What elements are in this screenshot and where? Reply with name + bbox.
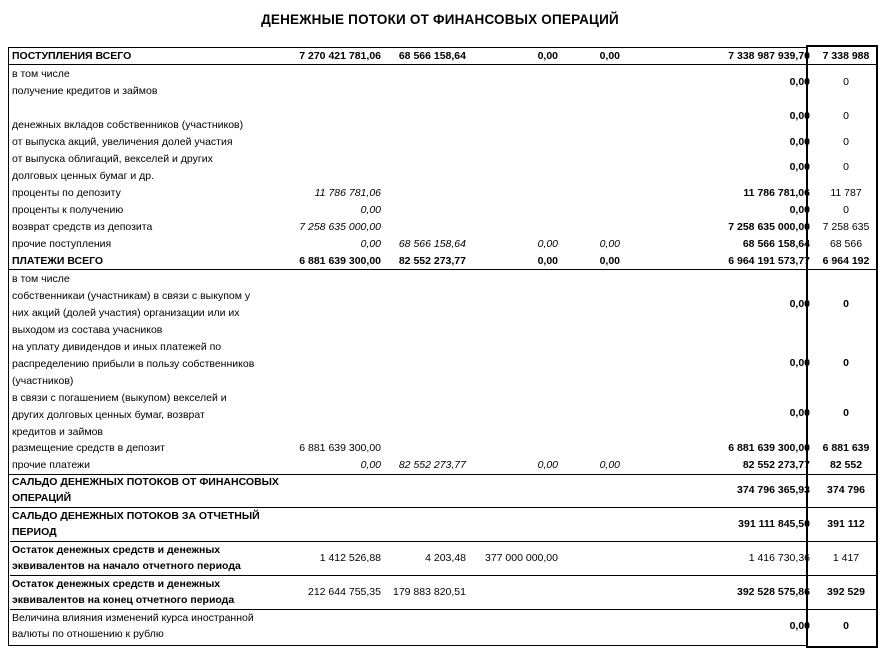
row-label: от выпуска облигаций, векселей и других [12,153,213,165]
cell-value: 0,00 [599,50,620,62]
cell-value: 82 552 [829,459,863,471]
cell-value: 0,00 [789,136,810,148]
cell-value: 7 258 635 [822,221,870,233]
row-label: ПЛАТЕЖИ ВСЕГО [12,255,104,267]
cell-value: 0,00 [360,459,381,471]
cell-value: 212 644 755,35 [308,586,381,598]
cell-value: 7 258 635 000,00 [299,221,381,233]
cell-value: 179 883 820,51 [393,586,466,598]
row-label: на уплату дивидендов и иных платежей по [12,341,222,353]
row-label-line2: валюты по отношению к рублю [12,628,164,640]
cell-value: 82 552 273,77 [742,459,810,471]
cell-value: 7 258 635 000,00 [728,221,810,233]
row-label-line2: получение кредитов и займов [12,85,158,97]
column-divider [8,47,9,644]
row-label: Остаток денежных средств и денежных [12,544,221,556]
cell-value: 0,00 [789,161,810,173]
cell-value: 11 786 781,06 [314,187,381,199]
cell-value: 6 881 639 300,00 [299,255,381,267]
cell-value: 0,00 [789,76,810,88]
cell-value: 0,00 [360,204,381,216]
cell-value: 6 964 192 [822,255,870,267]
cell-value: 0 [843,357,849,369]
cell-value: 0 [843,407,849,419]
row-label: прочие поступления [12,238,112,250]
cell-value: 374 796 365,93 [737,484,810,496]
table-frame [8,47,808,646]
cell-value: 11 786 781,06 [743,187,810,199]
row-label-line3: (участников) [12,375,74,387]
cell-value: 6 881 639 [822,442,870,454]
row-label-line2: ОПЕРАЦИЙ [12,492,72,504]
row-label-line2: эквивалентов на начало отчетного периода [12,560,241,572]
cell-value: 0 [843,110,849,122]
cell-value: 0,00 [599,459,620,471]
row-label: проценты к получению [12,204,124,216]
row-label: в связи с погашением (выкупом) векселей и [12,392,227,404]
cell-value: 0,00 [360,238,381,250]
cell-value: 1 412 526,88 [319,552,381,564]
cell-value: 392 529 [827,586,865,598]
cell-value: 1 417 [832,552,860,564]
cell-value: 391 111 845,50 [738,518,810,530]
cell-value: 1 416 730,36 [748,552,810,564]
cell-value: 377 000 000,00 [485,552,558,564]
cell-value: 391 112 [827,518,865,530]
cell-value: 0 [843,204,849,216]
highlight-column-frame [806,45,878,648]
cell-value: 0,00 [789,357,810,369]
row-label-line2: них акций (долей участия) организации или их [12,307,240,319]
cell-value: 82 552 273,77 [398,459,466,471]
cell-value: 0 [843,298,849,310]
cell-value: 68 566 158,64 [398,238,466,250]
cell-value: 0,00 [789,407,810,419]
cell-value: 0,00 [537,255,558,267]
row-label-line2: ПЕРИОД [12,526,57,538]
row-label: денежных вкладов собственников (участников) [12,119,244,131]
row-label: ПОСТУПЛЕНИЯ ВСЕГО [12,50,132,62]
row-label: прочие платежи [12,459,90,471]
row-divider [8,269,876,270]
cell-value: 7 270 421 781,06 [299,50,381,62]
row-label-line2: распределению прибыли в пользу собственников [12,358,255,370]
cell-value: 6 964 191 573,77 [728,255,810,267]
row-label: в том числе [12,273,70,285]
row-label-line3: кредитов и займов [12,426,103,438]
cell-value: 11 787 [830,187,862,199]
cell-value: 82 552 273,77 [398,255,466,267]
cell-value: 7 338 988 [822,50,870,62]
cell-value: 0,00 [537,50,558,62]
cell-value: 0,00 [789,620,810,632]
cell-value: 374 796 [827,484,865,496]
row-label: САЛЬДО ДЕНЕЖНЫХ ПОТОКОВ ЗА ОТЧЕТНЫЙ [12,510,260,522]
cell-value: 7 338 987 939,70 [728,50,810,62]
row-label-line2: других долговых ценных бумаг, возврат [12,409,205,421]
row-divider [8,64,876,65]
cell-value: 68 566 158,64 [398,50,466,62]
cell-value: 0 [843,76,849,88]
row-label: Остаток денежных средств и денежных [12,578,221,590]
cell-value: 0,00 [789,298,810,310]
cell-value: 0,00 [599,238,620,250]
cell-value: 392 528 575,86 [737,586,810,598]
cell-value: 68 566 [829,238,863,250]
cell-value: 0 [843,136,849,148]
row-label: размещение средств в депозит [12,442,165,454]
row-label: проценты по депозиту [12,187,121,199]
row-label: собственникаи (участникам) в связи с выкупом у [12,290,251,302]
row-label-line3: выходом из состава учасников [12,324,163,336]
cell-value: 0,00 [537,459,558,471]
page-title: ДЕНЕЖНЫЕ ПОТОКИ ОТ ФИНАНСОВЫХ ОПЕРАЦИЙ [261,12,619,27]
row-label: от выпуска акций, увеличения долей участия [12,136,233,148]
cell-value: 0 [843,161,849,173]
cell-value: 68 566 158,64 [742,238,810,250]
cell-value: 6 881 639 300,00 [728,442,810,454]
cell-value: 6 881 639 300,00 [299,442,381,454]
row-label-line2: эквивалентов на конец отчетного периода [12,594,235,606]
row-label: Величина влияния изменений курса иностранной [12,612,254,624]
cell-value: 0,00 [789,204,810,216]
cell-value: 0,00 [789,110,810,122]
cell-value: 0 [843,620,849,632]
row-label-line2: долговых ценных бумаг и др. [12,170,155,182]
row-label: возврат средств из депозита [12,221,153,233]
cell-value: 4 203,48 [425,552,466,564]
row-divider [8,474,876,475]
row-label: САЛЬДО ДЕНЕЖНЫХ ПОТОКОВ ОТ ФИНАНСОВЫХ [12,476,279,488]
cell-value: 0,00 [537,238,558,250]
row-label: в том числе [12,68,70,80]
cell-value: 0,00 [599,255,620,267]
